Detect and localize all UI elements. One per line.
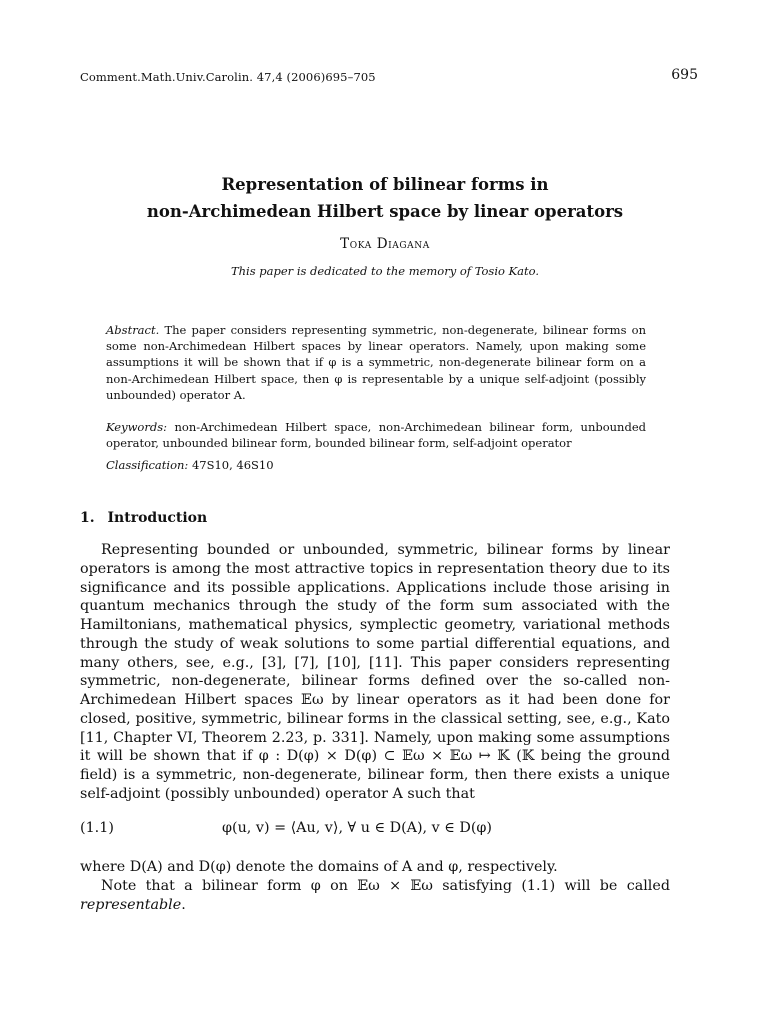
section-title: Introduction	[107, 510, 208, 526]
title-line-2: non-Archimedean Hilbert space by linear operators	[146, 202, 624, 221]
keywords	[106, 419, 646, 451]
keywords-text: non-Archimedean Hilbert space, non-Archimedean bilinear form, unbounded operator, unbounded bilinear form, bounded bilinear form, self-adjoint operator	[106, 420, 646, 451]
section-number: 1.	[80, 510, 95, 526]
abstract-label: Abstract.	[106, 323, 160, 337]
paper-title	[0, 171, 770, 225]
page-number: 695	[671, 67, 698, 83]
abstract	[106, 322, 646, 403]
equation-body: φ(u, v) = ⟨Au, v⟩, ∀ u ∈ D(A), v ∈ D(φ)	[222, 820, 493, 836]
author-name: Toka Diagana	[340, 236, 430, 252]
classification-label: Classification:	[106, 458, 189, 472]
title-line-1: Representation of bilinear forms in	[221, 175, 549, 194]
dedication: This paper is dedicated to the memory of Tosio Kato.	[230, 264, 540, 278]
paragraph-representable-end: .	[181, 896, 186, 913]
representable-term: representable	[80, 896, 182, 913]
classification	[106, 457, 646, 473]
paragraph-representable	[80, 877, 670, 915]
classification-text: 47S10, 46S10	[191, 458, 274, 472]
keywords-label: Keywords:	[106, 420, 167, 434]
journal-citation: Comment.Math.Univ.Carolin. 47,4 (2006)695–705	[80, 70, 376, 84]
equation-1-1	[0, 820, 770, 840]
paragraph-domains: where D(A) and D(φ) denote the domains of A and φ, respectively.	[80, 859, 558, 875]
paragraph-representable-text: Note that a bilinear form φ on 𝔼ω × 𝔼ω satisfying (1.1) will be called	[101, 878, 670, 894]
abstract-text: The paper considers representing symmetric, non-degenerate, bilinear forms on some non-Archimedean Hilbert spaces by linear operators. Namely, upon making some assumptions it will be shown that if φ is a symmetric, non-degenerate bilinear form on a non-Archimedean Hilbert space, then φ is representable by a unique self-adjoint (possibly unbounded) operator A.	[106, 323, 646, 402]
section-heading	[80, 510, 207, 526]
paragraph-intro: Representing bounded or unbounded, symmetric, bilinear forms by linear operators is among the most attractive topics in representation theory due to its significance and its possible applications. Applications include those arising in quantum mechanics through the study of the form sum associated with the Hamiltonians, mathematical physics, symplectic geometry, variational methods through the study of weak solutions to some partial differential equations, and many others, see, e.g., [3], [7], [10], [11]. This paper considers representing symmetric, non-degenerate, bilinear forms defined over the so-called non-Archimedean Hilbert spaces 𝔼ω by linear operators as it had been done for closed, positive, symmetric, bilinear forms in the classical setting, see, e.g., Kato [11, Chapter VI, Theorem 2.23, p. 331]. Namely, upon making some assumptions it will be shown that if φ : D(φ) × D(φ) ⊂ 𝔼ω × 𝔼ω ↦ 𝕂 (𝕂 being the ground field) is a symmetric, non-degenerate, bilinear form, then there exists a unique self-adjoint (possibly unbounded) operator A such that	[80, 542, 670, 802]
equation-number: (1.1)	[80, 820, 114, 836]
